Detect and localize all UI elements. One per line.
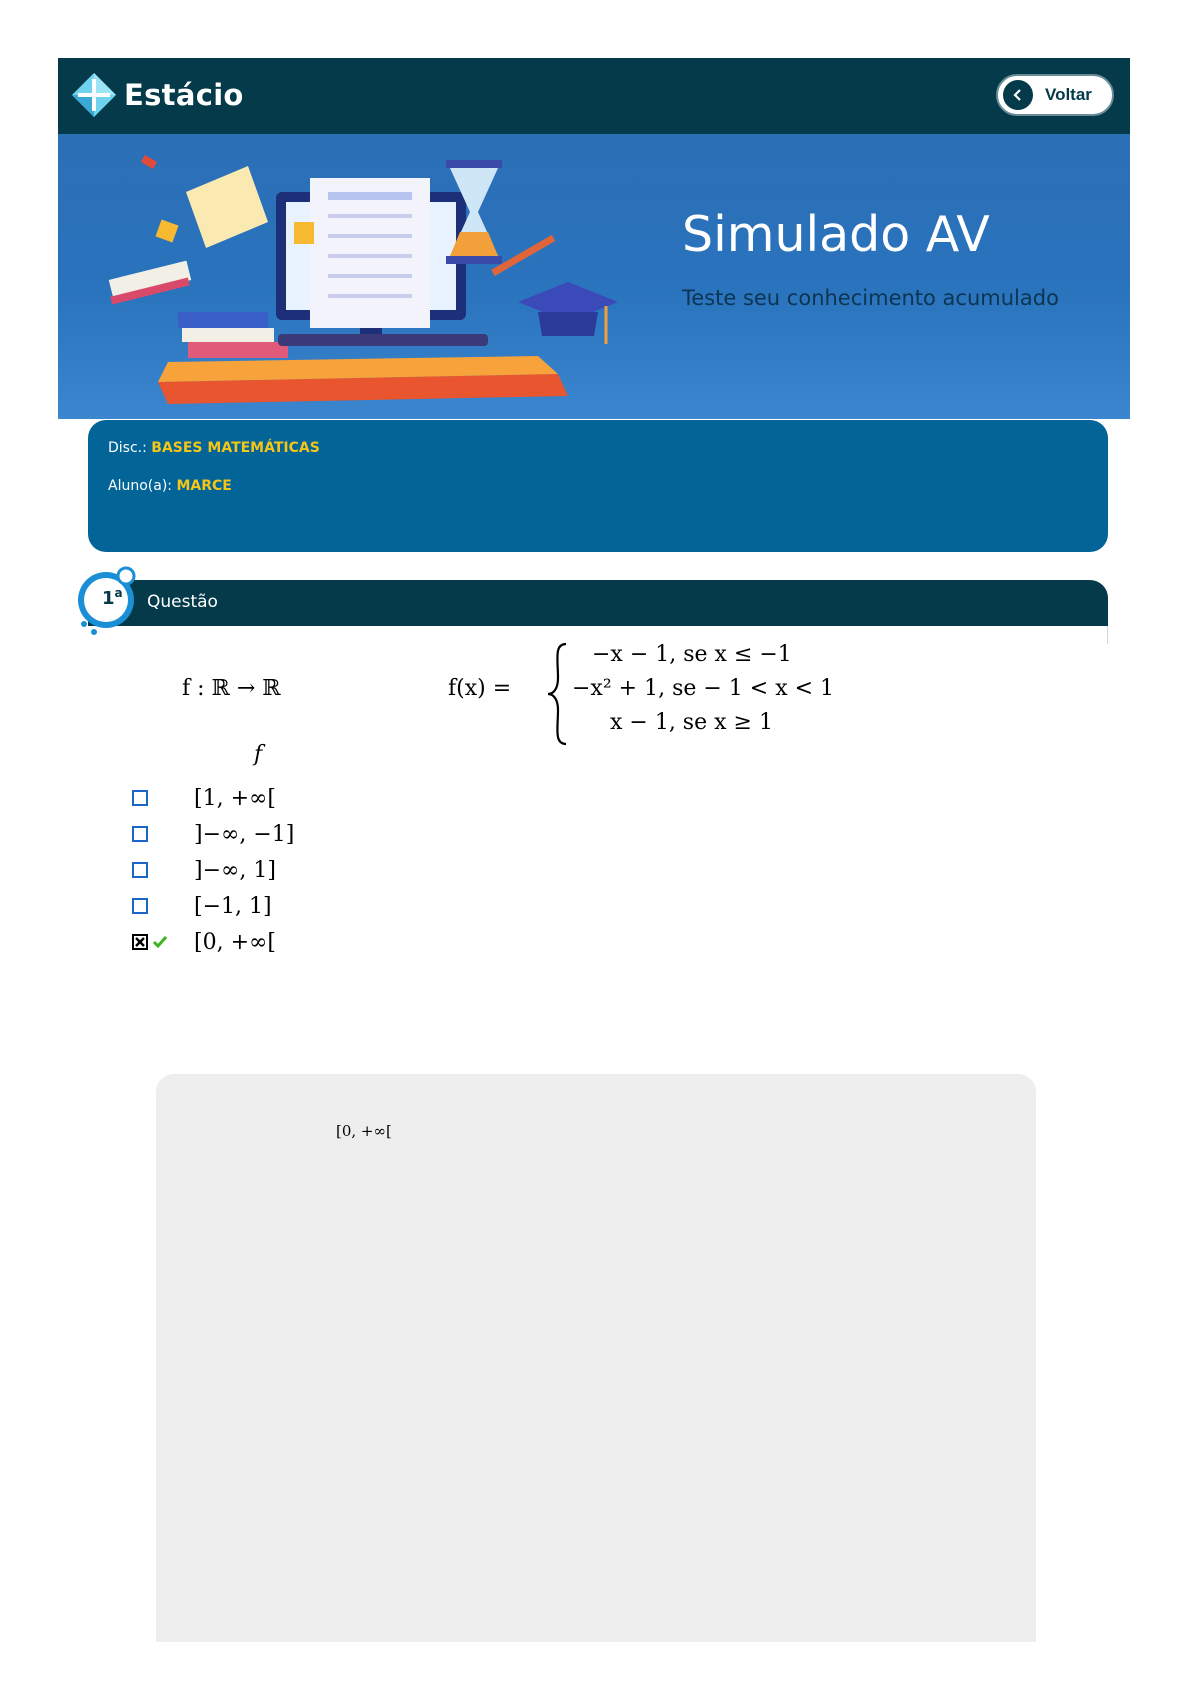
option-text: [1, +∞[	[194, 785, 276, 811]
function-symbol: f	[254, 742, 263, 767]
option-checkbox[interactable]	[132, 790, 148, 806]
case-3: x − 1, se x ≥ 1	[610, 710, 773, 735]
page-subtitle: Teste seu conhecimento acumulado	[682, 286, 1059, 310]
option-checkbox[interactable]	[132, 898, 148, 914]
chevron-left-icon	[1003, 80, 1033, 110]
top-bar	[58, 58, 1130, 134]
divider	[1107, 626, 1108, 644]
checkmark-icon	[152, 934, 168, 950]
question-header	[88, 580, 1108, 626]
option-text: [−1, 1]	[194, 893, 272, 919]
student-label: Aluno(a):	[108, 478, 172, 494]
study-illustration	[98, 152, 698, 412]
function-domain: f : ℝ → ℝ	[182, 676, 281, 701]
feedback-answer: [0, +∞[	[336, 1122, 392, 1140]
student-line	[108, 478, 232, 494]
feedback-panel	[156, 1074, 1036, 1642]
option-text: [0, +∞[	[194, 929, 276, 955]
option-5[interactable]	[132, 926, 276, 958]
case-2: −x² + 1, se − 1 < x < 1	[572, 676, 835, 701]
banner	[58, 134, 1130, 419]
back-button-label: Voltar	[1045, 85, 1092, 104]
case-1: −x − 1, se x ≤ −1	[592, 642, 792, 667]
option-3[interactable]	[132, 854, 276, 886]
discipline-label: Disc.:	[108, 440, 147, 456]
discipline-line	[108, 440, 320, 456]
logo[interactable]	[70, 71, 244, 119]
function-lhs: f(x) =	[448, 676, 512, 701]
student-value: MARCE	[176, 478, 232, 494]
option-checkbox[interactable]	[132, 862, 148, 878]
student-info-card	[88, 420, 1108, 552]
left-brace-icon	[546, 642, 570, 746]
estacio-logo-icon	[70, 71, 118, 119]
checked-box-icon[interactable]	[132, 934, 148, 950]
option-4[interactable]	[132, 890, 272, 922]
page-title: Simulado AV	[682, 206, 990, 263]
option-text: ]−∞, 1]	[194, 857, 276, 883]
discipline-value: BASES MATEMÁTICAS	[151, 440, 320, 456]
question-label: Questão	[147, 592, 218, 612]
option-1[interactable]	[132, 782, 276, 814]
back-button[interactable]	[996, 74, 1114, 116]
option-checkbox[interactable]	[132, 826, 148, 842]
option-text: ]−∞, −1]	[194, 821, 295, 847]
brand-name: Estácio	[124, 78, 244, 112]
option-2[interactable]	[132, 818, 295, 850]
question-number: 1$^a$	[102, 586, 123, 609]
